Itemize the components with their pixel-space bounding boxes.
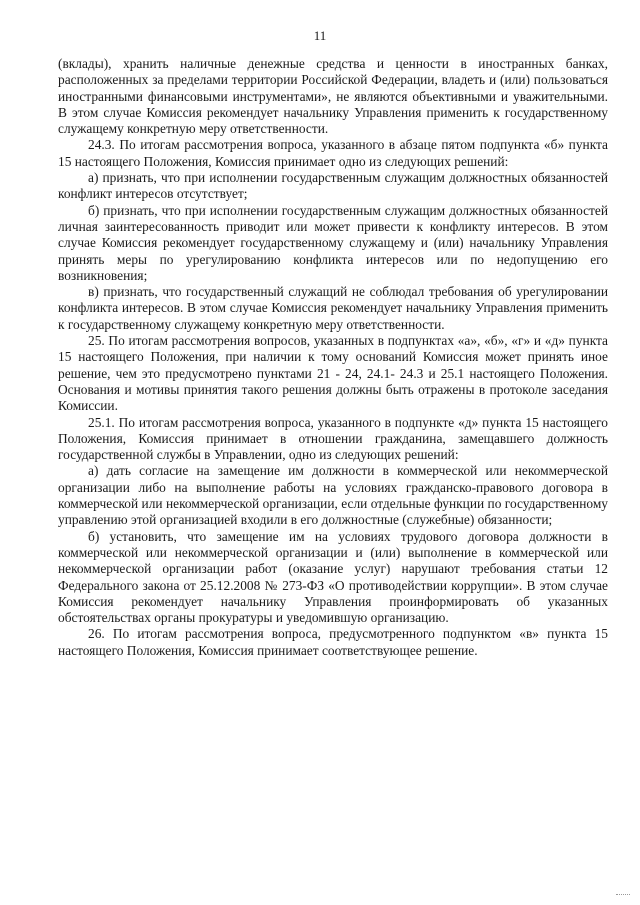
page-number: 11 bbox=[313, 28, 327, 43]
scan-artifact bbox=[616, 894, 630, 901]
paragraph-24-3-v: в) признать, что государственный служащий не соблюдал требования об урегулировании конфликта интересов. В этом случае Комиссия рекомендует начальнику Управления применить к государственному служащему конкретную меру ответственности. bbox=[58, 284, 608, 332]
paragraph-24-3-b: б) признать, что при исполнении государственным служащим должностных обязанностей личная заинтересованность приводит или может привести к конфликту интересов. В этом случае Комиссия рекомендует государственному служащему и (или) начальнику Управления принять меры по урегулированию конфликта интересов или по недопущению его возникновения; bbox=[58, 202, 608, 283]
paragraph-continuation: (вклады), хранить наличные денежные средства и ценности в иностранных банках, расположенных за пределами территории Российской Федерации, владеть и (или) пользоваться иностранными финансовыми инструментами», не являются объективными и уважительными. В этом случае Комиссия рекомендует начальнику Управления применить к государственному служащему конкретную меру ответственности. bbox=[58, 56, 608, 137]
document-body bbox=[58, 56, 608, 659]
paragraph-25-1-a: а) дать согласие на замещение им должности в коммерческой или некоммерческой организации либо на выполнение работы на условиях гражданско-правового договора в коммерческой или некоммерческой организации, если отдельные функции по государственному управлению этой организацией входили в его должностные (служебные) обязанности; bbox=[58, 463, 608, 528]
paragraph-25: 25. По итогам рассмотрения вопросов, указанных в подпунктах «а», «б», «г» и «д» пункта 15 настоящего Положения, при наличии к тому оснований Комиссия может принять иное решение, чем это предусмотрено пунктами 21 - 24, 24.1- 24.3 и 25.1 настоящего Положения. Основания и мотивы принятия такого решения должны быть отражены в протоколе заседания Комиссии. bbox=[58, 333, 608, 414]
paragraph-24-3: 24.3. По итогам рассмотрения вопроса, указанного в абзаце пятом подпункта «б» пункта 15 настоящего Положения, Комиссия принимает одно из следующих решений: bbox=[58, 137, 608, 169]
paragraph-24-3-a: а) признать, что при исполнении государственным служащим должностных обязанностей конфликт интересов отсутствует; bbox=[58, 170, 608, 202]
paragraph-25-1: 25.1. По итогам рассмотрения вопроса, указанного в подпункте «д» пункта 15 настоящего Положения, Комиссия принимает в отношении гражданина, замещавшего должность государственной службы в Управлении, одно из следующих решений: bbox=[58, 414, 608, 463]
paragraph-25-1-b: б) установить, что замещение им на условиях трудового договора должности в коммерческой или некоммерческой организации и (или) выполнение в коммерческой или некоммерческой организации работ (оказание услуг) нарушают требования статьи 12 Федерального закона от 25.12.2008 № 273-ФЗ «О противодействии коррупции». В этом случае Комиссия рекомендует начальнику Управления проинформировать об указанных обстоятельствах органы прокуратуры и уведомившую организацию. bbox=[58, 528, 608, 626]
paragraph-26: 26. По итогам рассмотрения вопроса, предусмотренного подпунктом «в» пункта 15 настоящего Положения, Комиссия принимает соответствующее решение. bbox=[58, 626, 608, 658]
